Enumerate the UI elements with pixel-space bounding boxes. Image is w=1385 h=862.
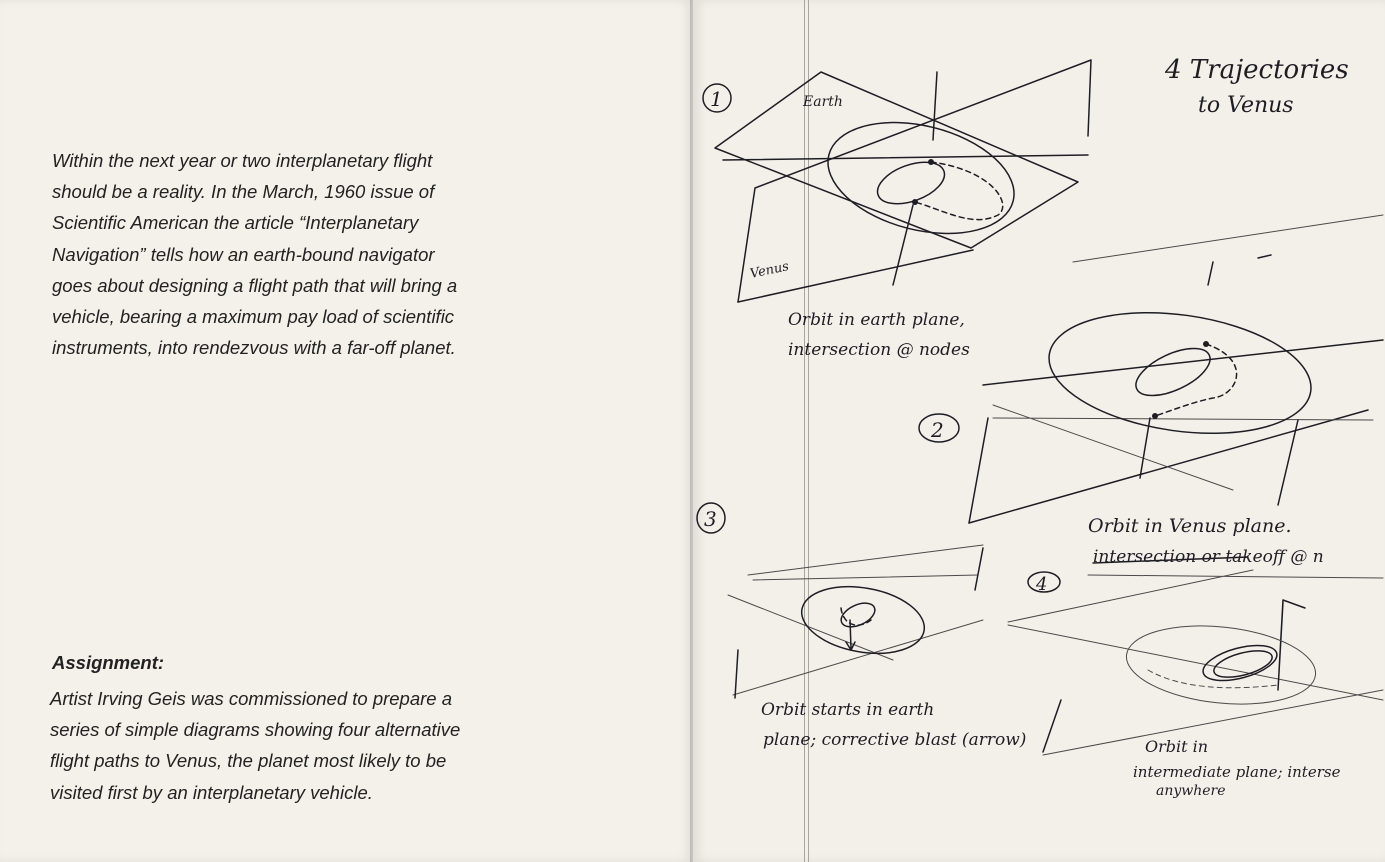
pencil-guide	[728, 545, 983, 695]
diagram-3-caption-line2: plane; corrective blast (arrow)	[763, 730, 1027, 750]
diagram-4	[1008, 570, 1383, 799]
diagram-4-caption-line2: intermediate plane; interse	[1133, 763, 1341, 781]
plane-edge	[1043, 600, 1305, 752]
intro-line: instruments, into rendezvous with a far-off planet.	[52, 337, 456, 359]
intro-line: goes about designing a flight path that will bring a	[52, 274, 458, 296]
intro-paragraph	[52, 145, 572, 363]
intro-line: Scientific American the article “Interplanetary	[52, 212, 419, 234]
assignment-line: visited first by an interplanetary vehicle.	[50, 781, 373, 803]
plane-edge	[735, 548, 983, 698]
diagram-1-caption-line2: intersection @ nodes	[788, 340, 970, 360]
assignment-line: flight paths to Venus, the planet most likely to be	[50, 750, 447, 772]
plane-intersection	[723, 155, 1088, 160]
diagram-2	[919, 215, 1383, 567]
earth-orbit	[1129, 339, 1217, 405]
plane-edge	[983, 340, 1383, 385]
intro-line: Navigation” tells how an earth-bound navigator	[52, 243, 435, 265]
node-point	[1203, 341, 1209, 347]
sketch-title-line1: 4 Trajectories	[1165, 55, 1349, 85]
assignment-paragraph	[50, 683, 580, 808]
plane-label-venus: Venus	[748, 259, 791, 282]
venus-orbit	[837, 598, 878, 631]
sketch-canvas	[693, 0, 1385, 862]
assignment-line: series of simple diagrams showing four alternative	[50, 719, 461, 741]
node-point	[928, 159, 934, 165]
diagram-4-caption-line3: anywhere	[1156, 783, 1226, 799]
sketch-title-line2: to Venus	[1198, 93, 1294, 118]
intro-line: Within the next year or two interplanetary flight	[52, 150, 433, 171]
sun-axis	[1140, 255, 1271, 478]
plane-edge	[969, 410, 1368, 523]
node-point	[1152, 413, 1158, 419]
diagram-number: 3	[704, 507, 717, 531]
intro-line: should be a reality. In the March, 1960 issue of	[52, 181, 435, 203]
pencil-guide	[1008, 570, 1383, 755]
venus-orbit	[1041, 297, 1319, 449]
right-page-sketch	[693, 0, 1385, 862]
node-point	[912, 199, 918, 205]
plane-label-earth: Earth	[803, 94, 843, 110]
assignment-heading: Assignment:	[52, 652, 165, 673]
diagram-number: 4	[1036, 574, 1048, 595]
diagram-4-caption-line1: Orbit in	[1145, 737, 1209, 756]
pencil-guide	[993, 215, 1383, 490]
intro-line: vehicle, bearing a maximum pay load of scientific	[52, 306, 455, 328]
diagram-2-caption-line2: intersection or takeoff @ n	[1093, 547, 1324, 567]
diagram-3-caption-line1: Orbit starts in earth	[761, 700, 935, 720]
diagram-number: 1	[710, 87, 723, 111]
diagram-number: 2	[931, 418, 944, 442]
plane-edge	[969, 418, 988, 523]
earth-orbit	[796, 578, 929, 663]
transfer-path	[915, 162, 1003, 220]
venus-orbit	[816, 105, 1026, 252]
diagram-3	[697, 503, 1026, 750]
earth-orbit	[872, 154, 950, 212]
diagram-1-caption-line1: Orbit in earth plane,	[788, 310, 965, 330]
earth-orbit	[1123, 617, 1320, 712]
diagram-1	[703, 60, 1091, 360]
diagram-2-caption-line1: Orbit in Venus plane.	[1088, 515, 1292, 537]
sun-axis	[893, 72, 937, 285]
assignment-line: Artist Irving Geis was commissioned to prepare a	[50, 688, 453, 709]
venus-plane	[738, 60, 1091, 302]
